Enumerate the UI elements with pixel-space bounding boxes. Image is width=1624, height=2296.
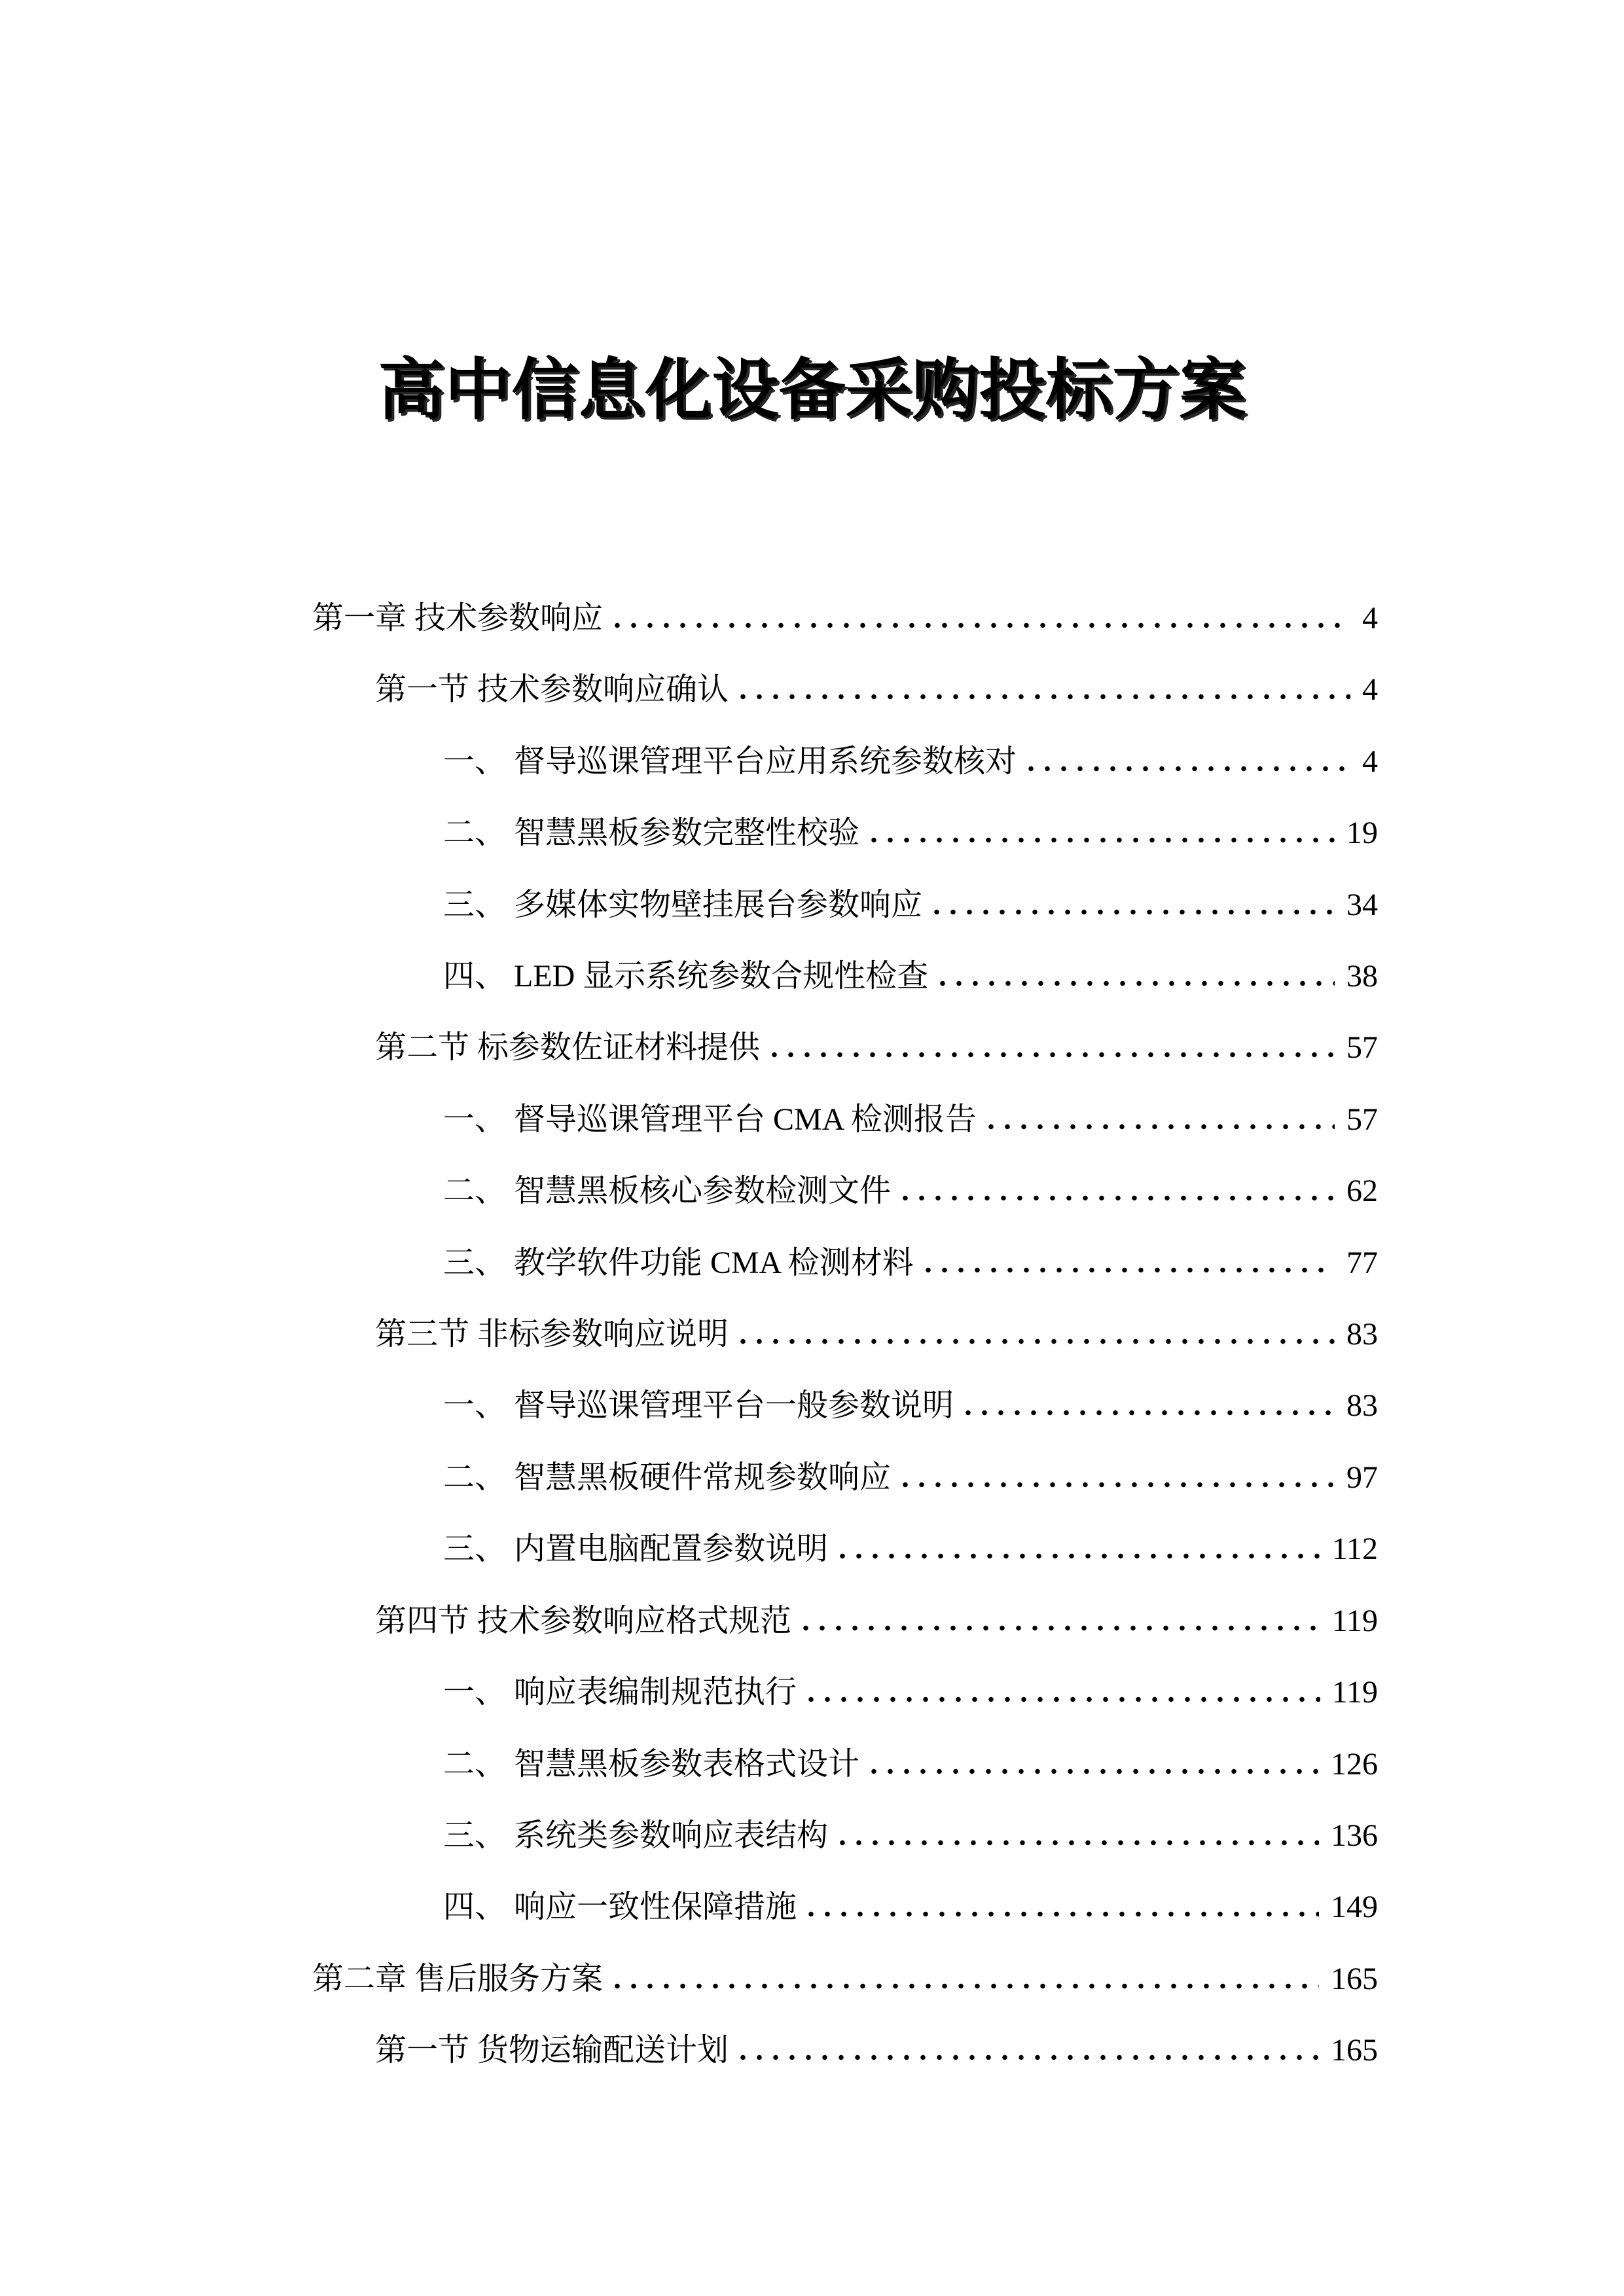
toc-entry-label: 二、 智慧黑板硬件常规参数响应: [443, 1460, 892, 1495]
toc-row: [0, 1442, 1378, 1513]
toc-page-number: 126: [1331, 1746, 1378, 1782]
toc-page-number: 112: [1331, 1532, 1378, 1567]
toc-page-number: 38: [1346, 959, 1378, 994]
toc-entry-label: 三、 多媒体实物壁挂展台参数响应: [443, 887, 923, 922]
toc-page-number: 136: [1331, 1818, 1378, 1853]
toc-row: [0, 1657, 1378, 1728]
toc-leader-dots: [808, 1911, 1319, 1917]
toc-leader-dots: [615, 622, 1350, 628]
toc-page-number: 77: [1346, 1245, 1378, 1280]
toc-entry-label: 三、 系统类参数响应表结构: [443, 1818, 829, 1853]
toc-leader-dots: [871, 837, 1335, 843]
toc-row: [0, 1871, 1378, 1943]
toc-row: [0, 654, 1378, 725]
toc-row: [0, 1227, 1378, 1299]
toc-page-number: 83: [1346, 1388, 1378, 1424]
toc-page-number: 57: [1346, 1030, 1378, 1066]
toc-entry-label: 第二章 售后服务方案: [312, 1961, 604, 1996]
toc-leader-dots: [840, 1553, 1320, 1559]
toc-leader-dots: [615, 1983, 1319, 1989]
toc-entry-label: 四、 响应一致性保障措施: [443, 1890, 797, 1925]
toc-leader-dots: [926, 1267, 1335, 1273]
toc-leader-dots: [808, 1696, 1320, 1702]
toc-row: [0, 1800, 1378, 1871]
toc-row: [0, 1513, 1378, 1585]
toc-row: [0, 583, 1378, 654]
toc-row: [0, 1585, 1378, 1657]
toc-row: [0, 1155, 1378, 1227]
toc-row: [0, 1012, 1378, 1083]
toc-entry-label: 第四节 技术参数响应格式规范: [375, 1603, 792, 1638]
toc-page-number: 4: [1362, 601, 1378, 636]
toc-entry-label: 三、 内置电脑配置参数说明: [443, 1532, 829, 1567]
toc-page-number: 97: [1346, 1460, 1378, 1495]
table-of-contents: [0, 583, 1624, 2087]
toc-entry-label: 四、 LED 显示系统参数合规性检查: [443, 959, 929, 994]
toc-leader-dots: [965, 1410, 1335, 1416]
toc-page-number: 34: [1346, 887, 1378, 922]
toc-entry-label: 一、 督导巡课管理平台 CMA 检测报告: [443, 1102, 977, 1137]
toc-entry-label: 第一节 技术参数响应确认: [375, 672, 729, 708]
toc-row: [0, 1084, 1378, 1155]
toc-entry-label: 第一节 货物运输配送计划: [375, 2033, 729, 2068]
toc-entry-label: 第一章 技术参数响应: [312, 601, 604, 636]
toc-page-number: 149: [1331, 1890, 1378, 1925]
toc-row: [0, 797, 1378, 869]
toc-row: [0, 726, 1378, 797]
toc-leader-dots: [903, 1482, 1335, 1488]
toc-leader-dots: [803, 1625, 1320, 1631]
toc-leader-dots: [903, 1195, 1335, 1201]
toc-leader-dots: [840, 1840, 1319, 1846]
toc-leader-dots: [871, 1768, 1319, 1774]
toc-row: [0, 1299, 1378, 1370]
toc-entry-label: 二、 智慧黑板参数完整性校验: [443, 816, 860, 851]
toc-row: [0, 1943, 1378, 2015]
toc-entry-label: 二、 智慧黑板核心参数检测文件: [443, 1174, 892, 1209]
toc-page-number: 165: [1331, 2033, 1378, 2068]
toc-page-number: 119: [1331, 1675, 1378, 1710]
toc-row: [0, 1370, 1378, 1441]
toc-entry-label: 二、 智慧黑板参数表格式设计: [443, 1746, 860, 1782]
toc-entry-label: 第二节 标参数佐证材料提供: [375, 1030, 761, 1066]
toc-row: [0, 1729, 1378, 1800]
toc-page-number: 83: [1346, 1317, 1378, 1352]
toc-leader-dots: [940, 980, 1335, 986]
toc-leader-dots: [1028, 766, 1350, 772]
toc-leader-dots: [988, 1124, 1335, 1130]
toc-leader-dots: [772, 1052, 1335, 1058]
toc-entry-label: 一、 督导巡课管理平台应用系统参数核对: [443, 744, 1017, 779]
toc-entry-label: 第三节 非标参数响应说明: [375, 1317, 729, 1352]
toc-page-number: 19: [1346, 816, 1378, 851]
toc-row: [0, 2015, 1378, 2086]
document-title: 高中信息化设备采购投标方案: [378, 354, 1246, 428]
toc-page-number: 119: [1331, 1603, 1378, 1638]
toc-page-number: 62: [1346, 1174, 1378, 1209]
toc-page-number: 165: [1331, 1961, 1378, 1996]
toc-leader-dots: [740, 2054, 1319, 2060]
toc-page-number: 57: [1346, 1102, 1378, 1137]
toc-row: [0, 941, 1378, 1012]
toc-row: [0, 869, 1378, 941]
toc-leader-dots: [740, 694, 1350, 700]
toc-entry-label: 三、 教学软件功能 CMA 检测材料: [443, 1245, 914, 1280]
toc-entry-label: 一、 督导巡课管理平台一般参数说明: [443, 1388, 954, 1424]
toc-page-number: 4: [1362, 672, 1378, 708]
toc-entry-label: 一、 响应表编制规范执行: [443, 1675, 797, 1710]
toc-leader-dots: [934, 909, 1335, 915]
toc-page-number: 4: [1362, 744, 1378, 779]
toc-leader-dots: [740, 1338, 1335, 1344]
